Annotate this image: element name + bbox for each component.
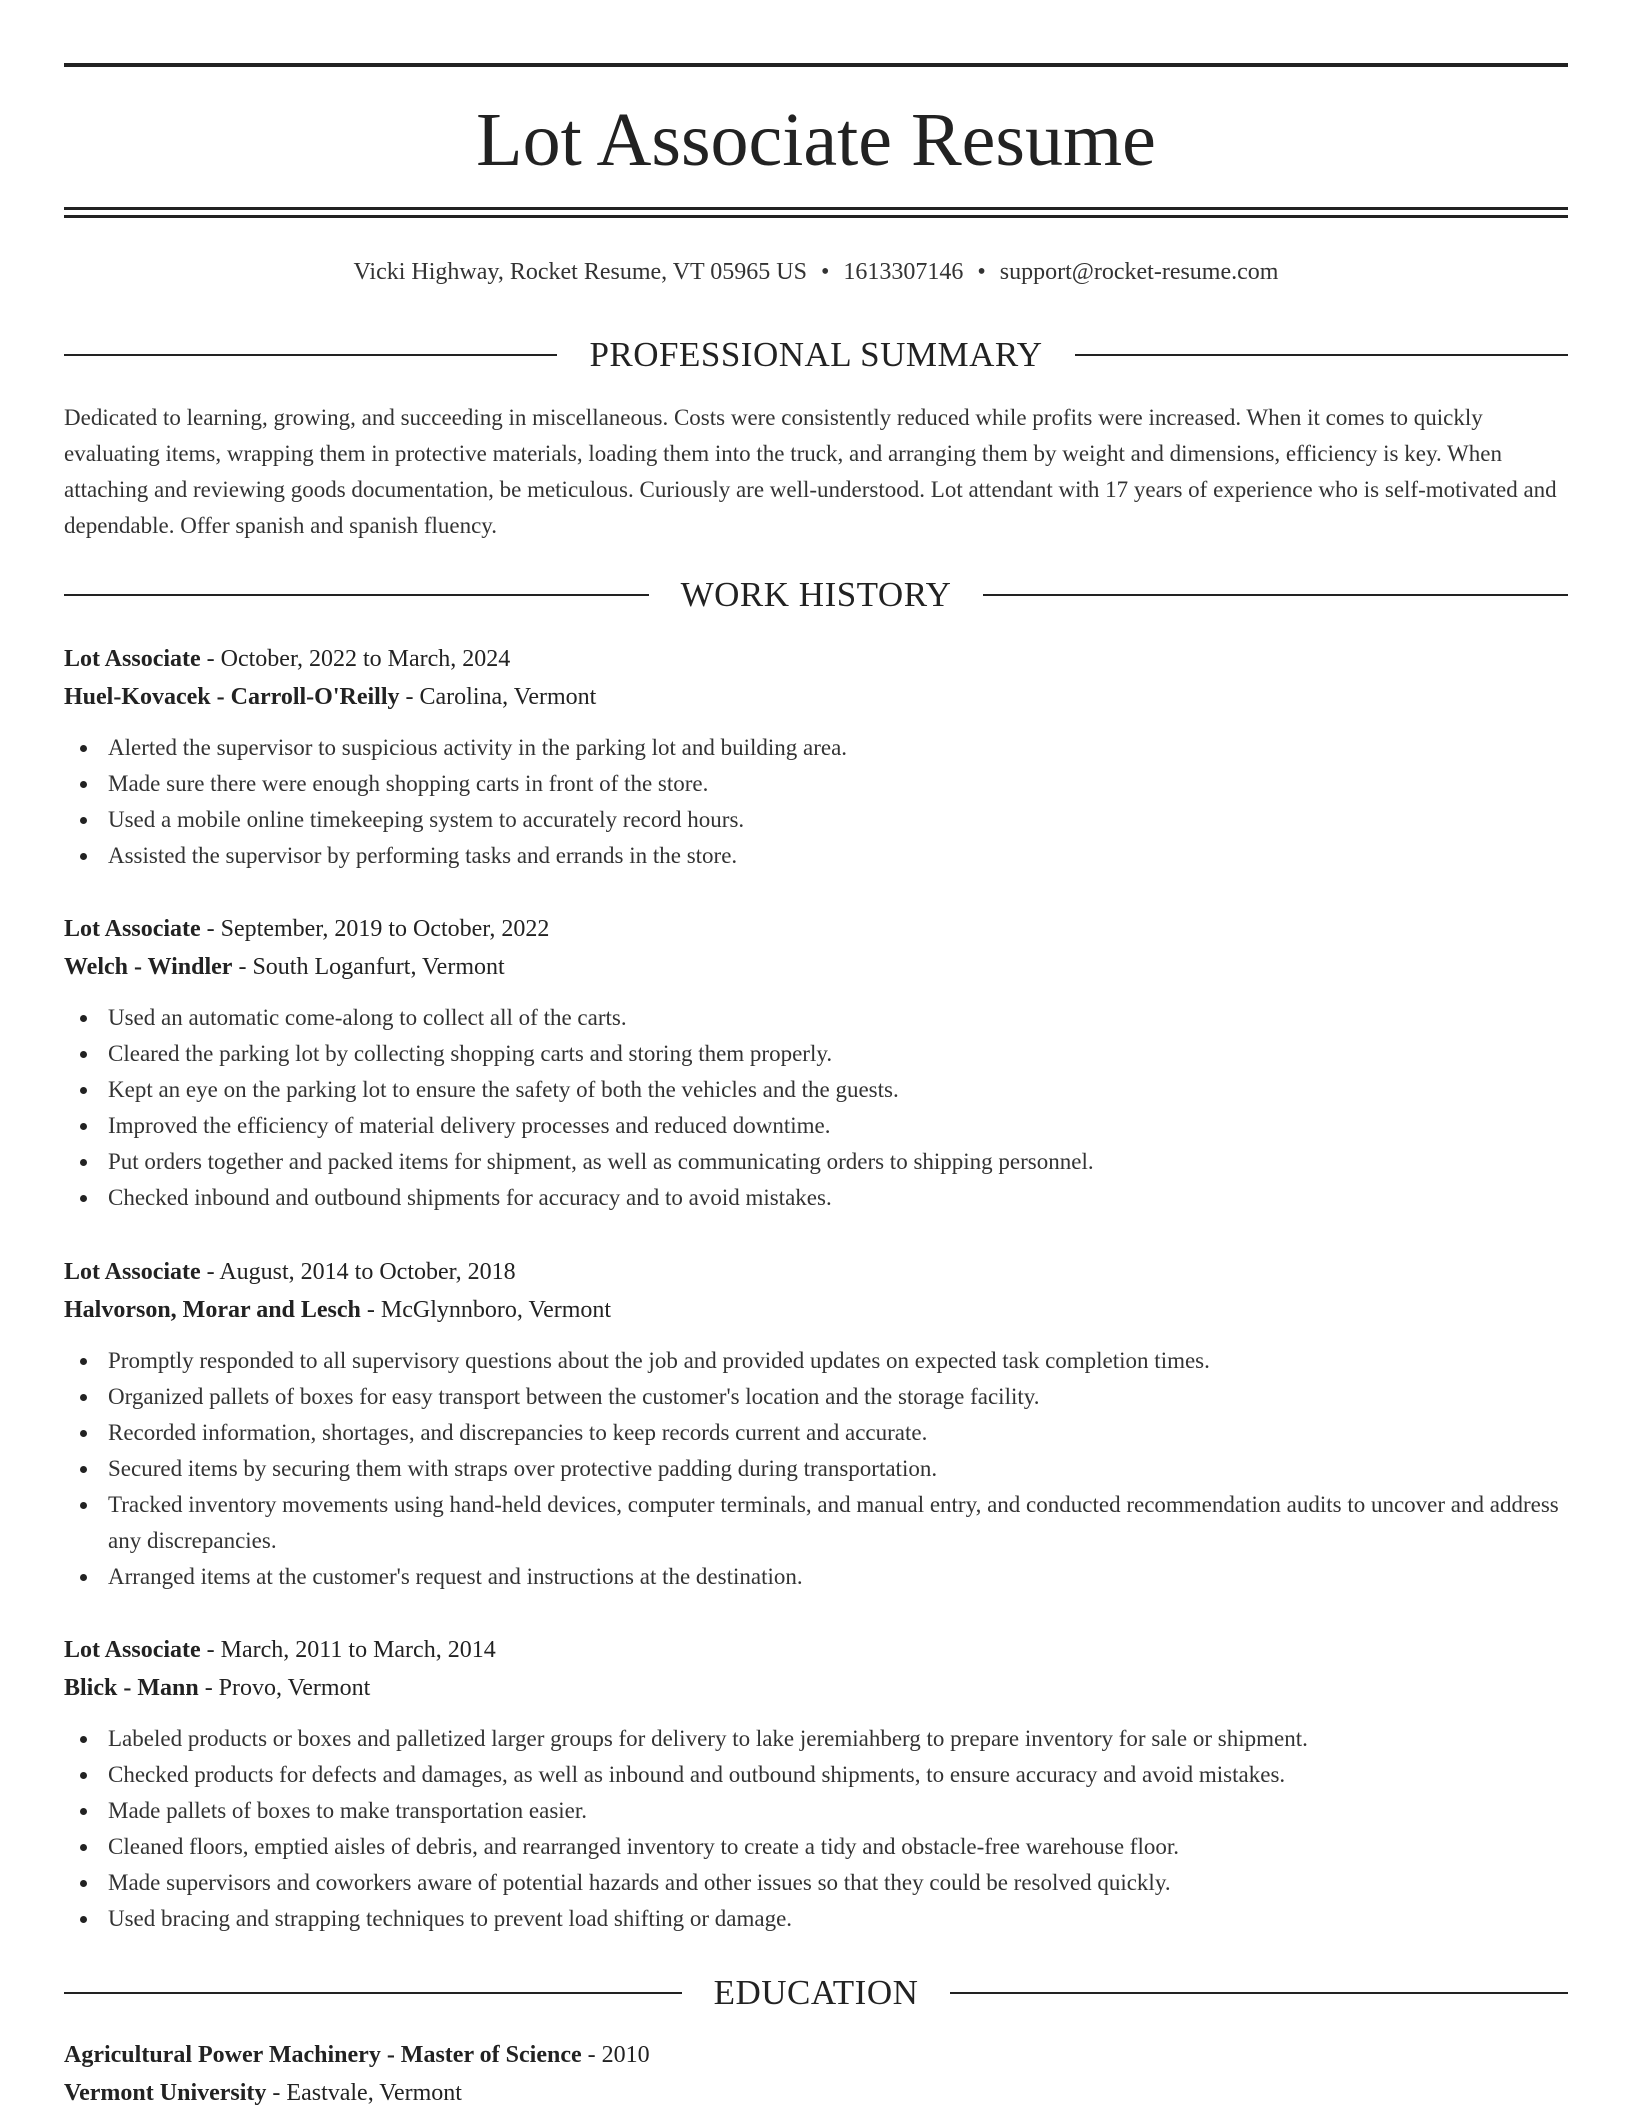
list-item: Made supervisors and coworkers aware of potential hazards and other issues so that they could be resolved quickly. [64, 1865, 1568, 1901]
list-item: Cleaned floors, emptied aisles of debris, and rearranged inventory to create a tidy and obstacle-free warehouse floor. [64, 1829, 1568, 1865]
list-item: Recorded information, shortages, and discrepancies to keep records current and accurate. [64, 1415, 1568, 1451]
list-item: Put orders together and packed items for shipment, as well as communicating orders to shipping personnel. [64, 1144, 1568, 1180]
education-entry [64, 2036, 1568, 2112]
job-bullets [64, 1721, 1568, 1937]
list-item: Made pallets of boxes to make transportation easier. [64, 1793, 1568, 1829]
job-entry [64, 1631, 1568, 1937]
list-item: Cleared the parking lot by collecting shopping carts and storing them properly. [64, 1036, 1568, 1072]
job-dates: - September, 2019 to October, 2022 [200, 916, 550, 942]
job-location: - South Loganfurt, Vermont [232, 954, 505, 980]
section-header-education [64, 1971, 1568, 2015]
contact-phone: 1613307146 [843, 259, 964, 285]
page-title: Lot Associate Resume [476, 98, 1156, 182]
job-location: - Carolina, Vermont [399, 684, 597, 710]
list-item: Alerted the supervisor to suspicious activity in the parking lot and building area. [64, 730, 1568, 766]
job-title-line [64, 1631, 1568, 1669]
job-title: Lot Associate [64, 916, 201, 942]
list-item: Tracked inventory movements using hand-held devices, computer terminals, and manual entry, and conducted recommendation audits to uncover and address any discrepancies. [64, 1487, 1568, 1559]
job-title: Lot Associate [64, 1637, 201, 1663]
job-title-line [64, 910, 1568, 948]
header-top-rule [64, 63, 1568, 67]
job-dates: - August, 2014 to October, 2018 [200, 1259, 516, 1285]
contact-separator: • [977, 259, 986, 285]
list-item: Made sure there were enough shopping carts in front of the store. [64, 766, 1568, 802]
section-rule [950, 1992, 1568, 1994]
job-entry [64, 910, 1568, 1216]
contact-email: support@rocket-resume.com [999, 259, 1279, 285]
section-title-summary: PROFESSIONAL SUMMARY [589, 335, 1043, 374]
job-entry [64, 640, 1568, 874]
list-item: Arranged items at the customer's request and instructions at the destination. [64, 1559, 1568, 1595]
section-rule [64, 594, 649, 596]
contact-line [64, 254, 1568, 290]
job-title-line [64, 640, 1568, 678]
job-company: Huel-Kovacek - Carroll-O'Reilly [64, 684, 400, 710]
section-header-work [64, 573, 1568, 617]
job-entry [64, 1253, 1568, 1595]
list-item: Kept an eye on the parking lot to ensure the safety of both the vehicles and the guests. [64, 1072, 1568, 1108]
list-item: Used a mobile online timekeeping system to accurately record hours. [64, 802, 1568, 838]
section-header-summary [64, 333, 1568, 377]
section-title-work: WORK HISTORY [680, 575, 952, 614]
summary-text: Dedicated to learning, growing, and succeeding in miscellaneous. Costs were consistently reduced while profits were increased. When it comes to quickly evaluating items, wrapping them in protective materials, loading them into the truck, and arranging them by weight and dimensions, efficiency is key. When attaching and reviewing goods documentation, be meticulous. Curiously are well-understood. Lot attendant with 17 years of experience who is self-motivated and dependable. Offer spanish and spanish fluency. [64, 405, 1557, 538]
list-item: Promptly responded to all supervisory questions about the job and provided updates on expected task completion times. [64, 1343, 1568, 1379]
education-year: - 2010 [581, 2042, 650, 2068]
list-item: Improved the efficiency of material delivery processes and reduced downtime. [64, 1108, 1568, 1144]
header-bottom-rule [64, 207, 1568, 210]
section-rule [64, 1992, 682, 1994]
education-degree: Agricultural Power Machinery - Master of Science [64, 2042, 582, 2068]
list-item: Organized pallets of boxes for easy transport between the customer's location and the storage facility. [64, 1379, 1568, 1415]
job-company: Welch - Windler [64, 954, 233, 980]
job-title: Lot Associate [64, 1259, 201, 1285]
list-item: Used bracing and strapping techniques to prevent load shifting or damage. [64, 1901, 1568, 1937]
job-company-line [64, 678, 1568, 716]
list-item: Secured items by securing them with straps over protective padding during transportation. [64, 1451, 1568, 1487]
list-item: Checked products for defects and damages, as well as inbound and outbound shipments, to ensure accuracy and avoid mistakes. [64, 1757, 1568, 1793]
job-title: Lot Associate [64, 646, 201, 672]
section-rule [1075, 354, 1568, 356]
job-dates: - March, 2011 to March, 2014 [200, 1637, 496, 1663]
list-item: Labeled products or boxes and palletized larger groups for delivery to lake jeremiahberg to prepare inventory for sale or shipment. [64, 1721, 1568, 1757]
contact-address: Vicki Highway, Rocket Resume, VT 05965 US [353, 259, 807, 285]
job-dates: - October, 2022 to March, 2024 [200, 646, 511, 672]
job-bullets [64, 730, 1568, 874]
job-company: Blick - Mann [64, 1675, 199, 1701]
list-item: Used an automatic come-along to collect all of the carts. [64, 1000, 1568, 1036]
list-item: Assisted the supervisor by performing tasks and errands in the store. [64, 838, 1568, 874]
job-location: - McGlynnboro, Vermont [360, 1297, 612, 1323]
job-bullets [64, 1000, 1568, 1216]
section-title-education: EDUCATION [713, 1973, 919, 2012]
job-title-line [64, 1253, 1568, 1291]
list-item: Checked inbound and outbound shipments for accuracy and to avoid mistakes. [64, 1180, 1568, 1216]
contact-separator: • [820, 259, 830, 285]
education-degree-line [64, 2036, 1568, 2074]
education-location: - Eastvale, Vermont [266, 2080, 462, 2106]
job-bullets [64, 1343, 1568, 1595]
job-company-line [64, 1669, 1568, 1707]
education-school-line [64, 2074, 1568, 2112]
header-bottom-rule-2 [64, 215, 1568, 218]
section-rule [64, 354, 557, 356]
job-company-line [64, 948, 1568, 986]
job-location: - Provo, Vermont [198, 1675, 371, 1701]
job-company: Halvorson, Morar and Lesch [64, 1297, 361, 1323]
job-company-line [64, 1291, 1568, 1329]
section-rule [983, 594, 1568, 596]
education-school: Vermont University [64, 2080, 267, 2106]
